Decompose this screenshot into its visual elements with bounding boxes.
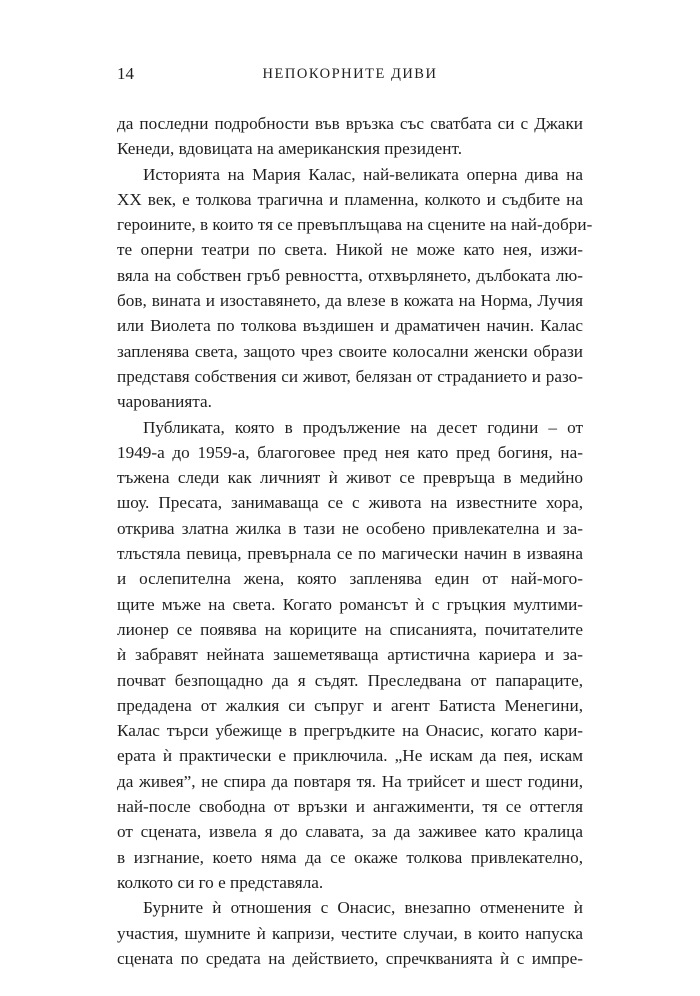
text-line: Бурните ѝ отношения с Онасис, внезапно отменените ѝ (143, 898, 583, 918)
text-line: шоу. Пресата, занимаваща се с живота на известните хора, (117, 493, 583, 513)
text-line: колкото си го е представяла. (117, 872, 324, 892)
text-line: сцената по средата на действието, спречкванията ѝ с импре- (117, 948, 583, 968)
text-line: тъжена следи как личният ѝ живот се превръща в медийно (117, 468, 583, 488)
text-line: от сцената, извела я до славата, за да заживее като кралица (117, 822, 583, 842)
body-text (117, 111, 593, 971)
text-line: XX век, е толкова трагична и пламенна, колкото и съдбите на (117, 189, 583, 209)
text-line: и ослепителна жена, която запленява един от най-мого- (117, 569, 583, 589)
text-line: или Виолета по толкова въздишен и драматичен начин. Калас (117, 316, 583, 336)
text-line: героините, в които тя се превъплъщава на сцените на най-добри- (117, 215, 593, 235)
text-line: ѝ забравят нейната зашеметяваща артистична кариера и за- (117, 645, 583, 665)
text-line: почват безпощадно да я съдят. Преследвана от папараците, (117, 670, 583, 690)
text-line: вяла на собствен гръб ревността, отхвърлянето, дълбоката лю- (117, 265, 583, 285)
text-line: Калас търси убежище в прегръдките на Онасис, когато кари- (117, 721, 583, 741)
text-line: предадена от жалкия си съпруг и агент Батиста Менегини, (117, 695, 583, 715)
text-line: те оперни театри по света. Никой не може като нея, изжи- (117, 240, 583, 260)
text-line: бов, вината и изоставянето, да влезе в кожата на Норма, Лучия (117, 291, 583, 311)
page-number: 14 (117, 64, 134, 83)
text-line: тлъстяла певица, превърнала се по магически начин в изваяна (117, 544, 583, 564)
text-line: Историята на Мария Калас, най-великата оперна дива на (143, 164, 583, 184)
text-line: 1949-а до 1959-а, благоговее пред нея като пред богиня, на- (117, 442, 583, 462)
text-line: чарованията. (117, 392, 212, 412)
text-line: лионер се появява на кориците на списанията, почитателите (117, 619, 583, 639)
text-line: да последни подробности във връзка със сватбата си с Джаки (117, 114, 583, 133)
text-line: представя собствения си живот, белязан от страданието и разо- (117, 366, 583, 386)
text-line: в изгнание, което няма да се окаже толкова привлекателно, (117, 847, 583, 867)
text-line: Публиката, която в продължение на десет години – от (143, 417, 583, 437)
text-line: щите мъже на света. Когато романсът ѝ с гръцкия мултими- (117, 594, 583, 614)
text-line: открива златна жилка в тази не особено привлекателна и за- (117, 518, 583, 538)
text-line: участия, шумните ѝ капризи, честите случаи, в които напуска (117, 923, 583, 943)
running-head-title: НЕПОКОРНИТЕ ДИВИ (262, 66, 438, 82)
text-line: запленява света, защото чрез своите колосални женски образи (117, 341, 583, 361)
text-line: най-после свободна от връзки и ангажименти, тя се оттегля (117, 797, 583, 817)
text-line: да живея”, не спира да повтаря тя. На трийсет и шест години, (117, 771, 583, 791)
text-line: ерата ѝ практически е приключила. „Не искам да пея, искам (117, 746, 583, 766)
text-line: Кенеди, вдовицата на американския президент. (117, 139, 462, 159)
